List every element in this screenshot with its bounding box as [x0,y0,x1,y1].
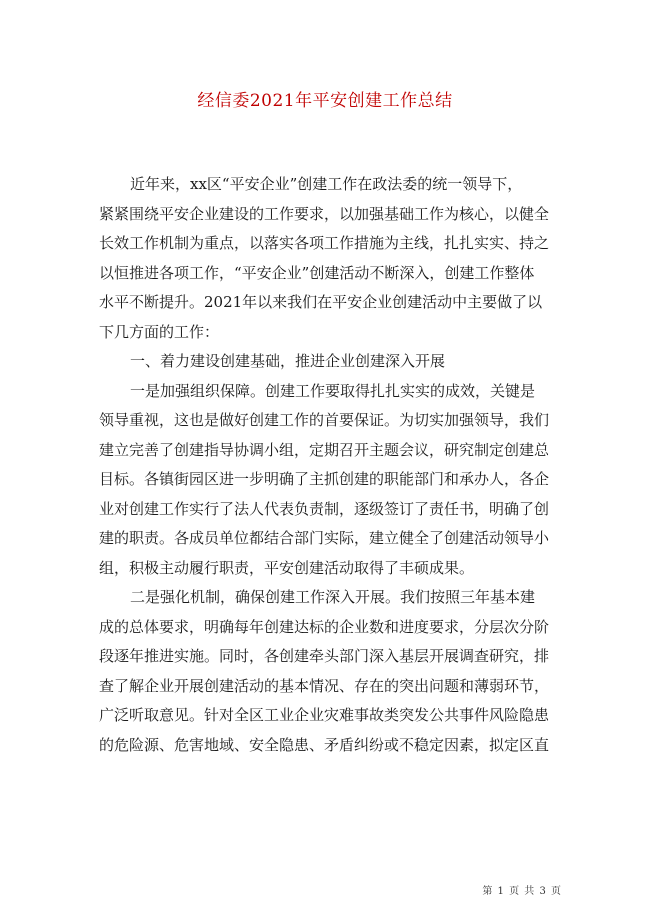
body-line: 领导重视，这也是做好创建工作的首要保证。为切实加强领导，我们 [99,411,550,429]
body-line: 一是加强组织保障。创建工作要取得扎扎实实的成效，关键是 [130,381,536,400]
body-line: 近年来，xx区“平安企业”创建工作在政法委的统一领导下， [130,175,523,193]
body-line: 广泛听取意见。针对全区工业企业灾难事故类突发公共事件风险隐患 [99,706,550,724]
body-line: 查了解企业开展创建活动的基本情况、存在的突出问题和薄弱环节， [99,676,550,695]
body-line: 长效工作机制为重点，以落实各项工作措施为主线，扎扎实实、持之 [99,234,550,252]
section-heading: 一、着力建设创建基础，推进企业创建深入开展 [130,352,446,370]
body-line: 的危险源、危害地域、安全隐患、矛盾纠纷或不稳定因素，拟定区直 [99,735,550,754]
document-body [99,170,561,760]
body-line: 水平不断提升。2021年以来我们在平安企业创建活动中主要做了以 [99,293,543,311]
body-line: 业对创建工作实行了法人代表负责制，逐级签订了责任书，明确了创 [99,499,550,518]
body-line: 段逐年推进实施。同时，各创建牵头部门深入基层开展调查研究，排 [99,647,550,665]
body-line: 建的职责。各成员单位都结合部门实际，建立健全了创建活动领导小 [99,529,550,547]
body-line: 组，积极主动履行职责，平安创建活动取得了丰硕成果。 [99,558,475,577]
body-line: 目标。各镇街园区进一步明确了主抓创建的职能部门和承办人，各企 [99,470,550,488]
body-line: 以恒推进各项工作，“平安企业”创建活动不断深入，创建工作整体 [99,263,535,282]
body-line: 成的总体要求，明确每年创建达标的企业数和进度要求，分层次分阶 [99,617,550,636]
body-line: 建立完善了创建指导协调小组，定期召开主题会议，研究制定创建总 [99,440,550,459]
body-line: 二是强化机制，确保创建工作深入开展。我们按照三年基本建 [130,588,536,606]
body-line: 紧紧围绕平安企业建设的工作要求，以加强基础工作为核心，以健全 [99,204,550,223]
page-number-footer: 第 1 页 共 3 页 [482,886,562,897]
document-title: 经信委2021年平安创建工作总结 [197,91,453,111]
body-line: 下几方面的工作： [99,322,220,341]
